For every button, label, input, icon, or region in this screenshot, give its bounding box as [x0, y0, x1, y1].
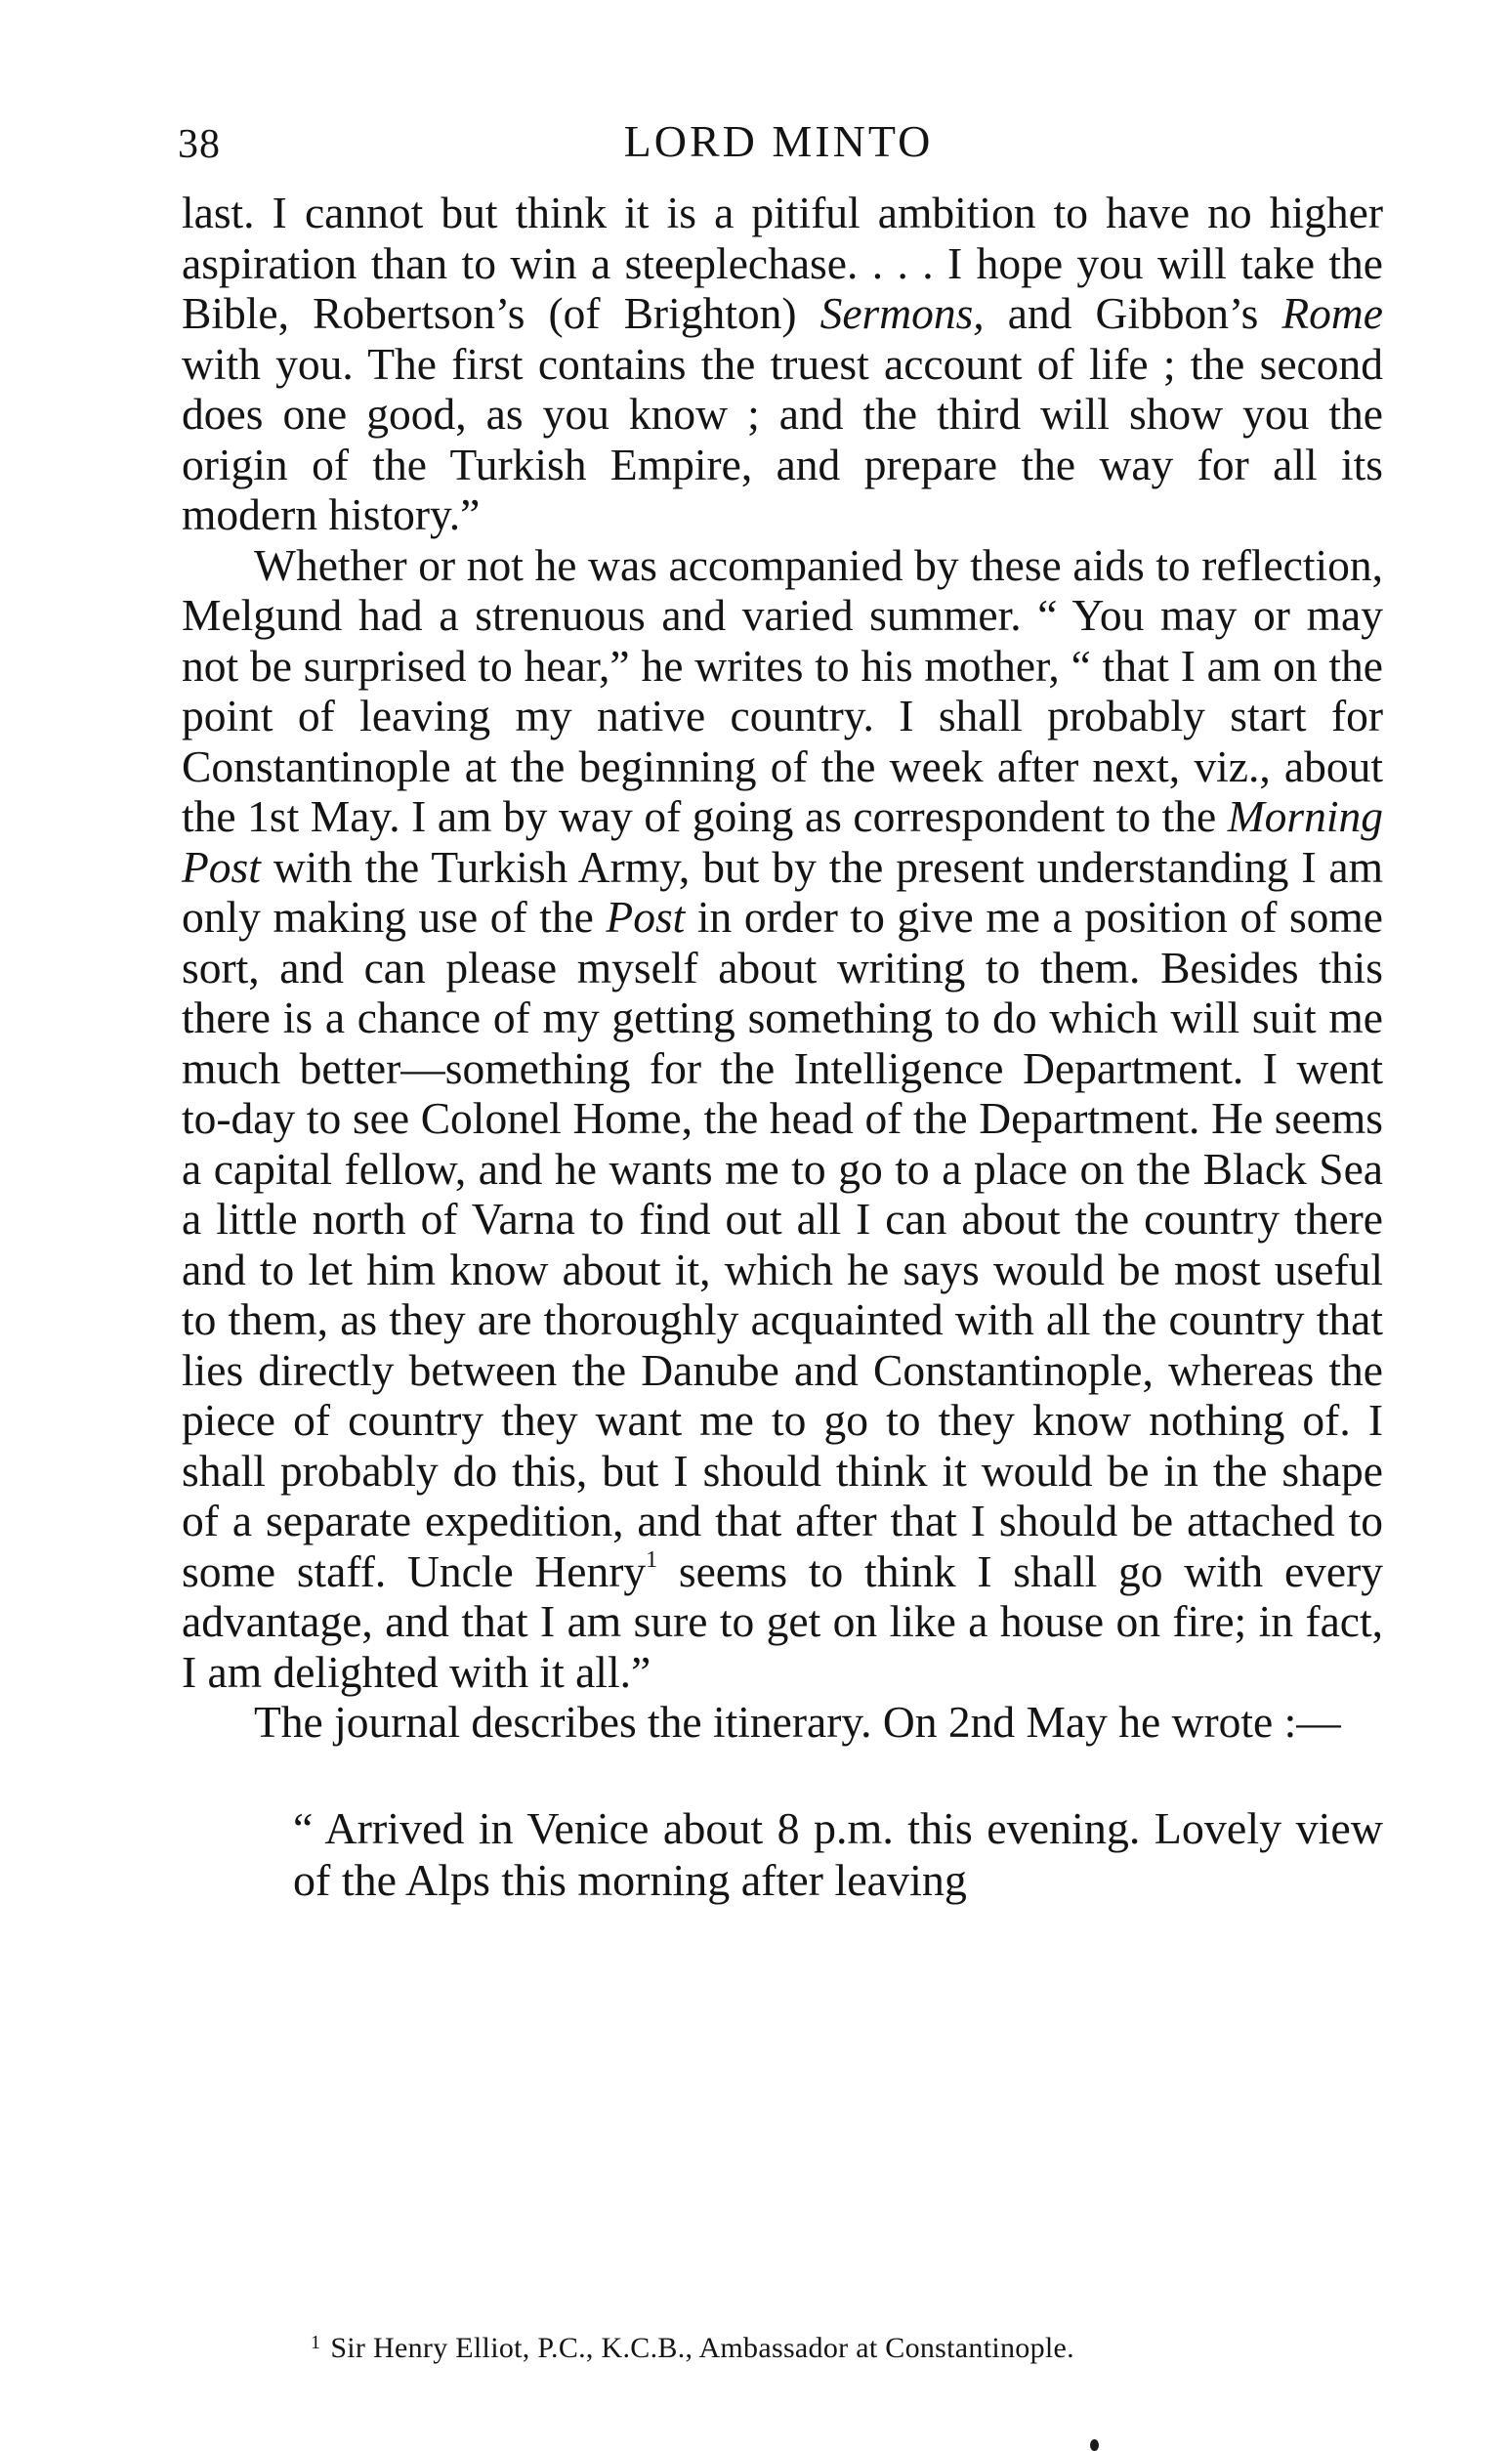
footnote-text: Sir Henry Elliot, P.C., K.C.B., Ambassador at Constantinople. — [330, 2332, 1074, 2364]
text-run: last. I cannot but think it is a pitiful ambition to have no higher aspiration than to win a steeplechase. . . . I hope you will take the Bible, Robertson’s (of Brighton) — [182, 188, 1383, 338]
text-run: with the Turkish Army, but by the present understanding I am only making use of the — [182, 841, 1383, 942]
text-run: in order to give me a position of some sort, and can please myself about writing to them. Besides this there is a chance of my getting something to do which will suit me much better—something for the Intelligence Department. I went to-day to see Colonel Home, the head of the Department. He seems a capital fellow, and he wants me to go to a place on the Black Sea a little north of Varna to find out all I can about the country there and to let him know about it, which he says would be most useful to them, as they are thoroughly acquainted with all the country that lies directly between the Danube and Constantinople, whereas the piece of country they want me to go to they know nothing of. I shall probably do this, but I should think it would be in the shape of a separate expedition, and that after that I should be attached to some staff. Uncle Henry — [182, 892, 1383, 1596]
running-title: LORD MINTO — [623, 116, 934, 166]
text-run: and Gibbon’s — [984, 288, 1282, 338]
footnote-marker: 1 — [311, 2332, 321, 2353]
footnote — [311, 2325, 1375, 2366]
text-run: seems to think I shall go with every advantage, and that I am sure to get on like a house on fire; in fact, I am delighted with it all.” — [182, 1545, 1383, 1697]
paragraph-melgund-summer — [182, 540, 1383, 1698]
italic-morning-post: Morning Post — [182, 791, 1383, 892]
journal-quote: “ Arrived in Venice about 8 p.m. this evening. Lovely view of the Alps this morning after leaving — [293, 1802, 1383, 1905]
body-text — [182, 188, 1383, 1906]
italic-title-sermons: Sermons, — [819, 288, 985, 338]
printer-mark — [1090, 2439, 1099, 2451]
italic-post: Post — [606, 892, 686, 942]
paragraph-letter-continuation — [182, 188, 1383, 540]
page-number: 38 — [178, 122, 221, 167]
footnote-reference: 1 — [646, 1546, 658, 1573]
text-run: Whether or not he was accompanied by these aids to reflection, Melgund had a strenuous and varied summer. “ You may or may not be surprised to hear,” he writes to his mother, “ that I am on the point of leaving my native country. I shall probably start for Constantinople at the beginning of the week after next, viz., about the 1st May. I am by way of going as correspondent to the — [182, 539, 1383, 841]
running-head — [178, 115, 1379, 174]
paragraph-journal-itinerary: The journal describes the itinerary. On 2nd May he wrote :— — [254, 1697, 1341, 1747]
italic-title-rome: Rome — [1281, 288, 1383, 338]
text-run: with you. The first contains the truest account of life ; the second does one good, as you know ; and the third will show you the origin of the Turkish Empire, and prepare the way for all its modern history.” — [182, 338, 1383, 539]
